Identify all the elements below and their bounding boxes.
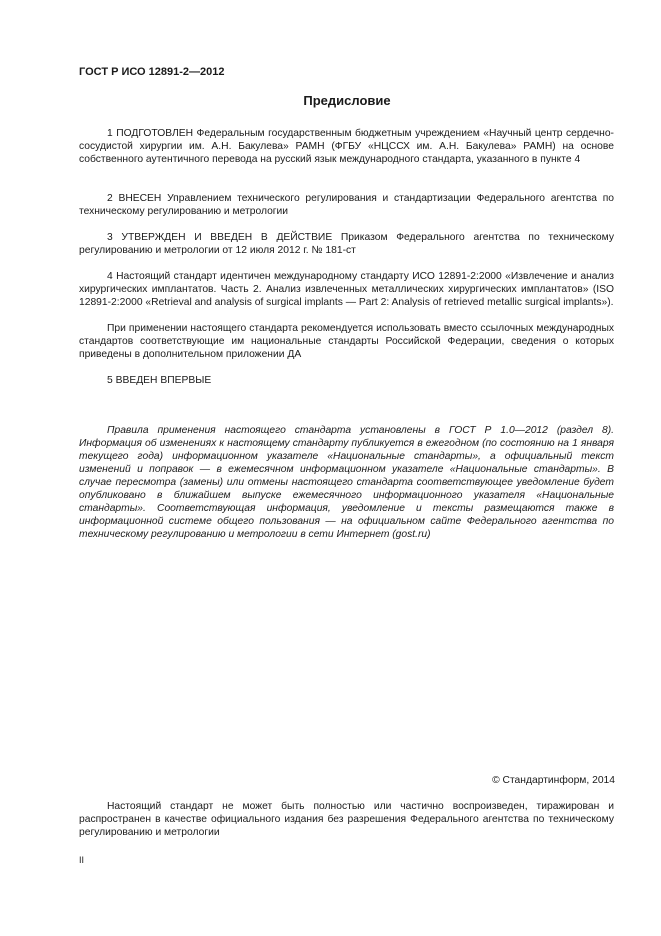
item-3: 3 УТВЕРЖДЕН И ВВЕДЕН В ДЕЙСТВИЕ Приказом Федерального агентства по техническому регулированию и метрологии от 12 июля 2012 г. № 181-ст — [79, 232, 614, 256]
notice-paragraph: Правила применения настоящего стандарта установлены в ГОСТ Р 1.0—2012 (раздел 8). Информация об изменениях к настоящему стандарту публикуется в ежегодном (по состоянию на 1 января текущего года) информационном указателе «Национальные стандарты», а официальный текст изменений и поправок — в ежемесячном информационном указателе «Национальные стандарты». В случае пересмотра (замены) или отмены настоящего стандарта соответствующее уведомление будет опубликовано в ближайшем выпуске ежемесячного информационного указателя «Национальные стандарты». Соответствующая информация, уведомление и тексты размещаются также в информационной системе общего пользования — на официальном сайте Федерального агентства по техническому регулированию и метрологии в сети Интернет (gost.ru) — [79, 425, 614, 540]
item-4-note: При применении настоящего стандарта рекомендуется использовать вместо ссылочных международных стандартов соответствующие им национальные стандарты Российской Федерации, сведения о которых приведены в дополнительном приложении ДА — [79, 323, 614, 360]
page-title: Предисловие — [303, 93, 391, 108]
item-2: 2 ВНЕСЕН Управлением технического регулирования и стандартизации Федерального агентства по техническому регулированию и метрологии — [79, 193, 614, 217]
item-1: 1 ПОДГОТОВЛЕН Федеральным государственным бюджетным учреждением «Научный центр сердечно-сосудистой хирургии им. А.Н. Бакулева» РАМН (ФГБУ «НЦССХ им. А.Н. Бакулева» РАМН) на основе собственного аутентичного перевода на русский язык международного стандарта, указанного в пункте 4 — [79, 128, 614, 165]
item-4: 4 Настоящий стандарт идентичен международному стандарту ИСО 12891-2:2000 «Извлечение и анализ хирургических имплантатов. Часть 2. Анализ извлеченных металлических хирургических имплантатов» (ISO 12891-2:2000 «Retrieval and analysis of surgical implants — Part 2: Analysis of retrieved metallic surgical implants»). — [79, 271, 614, 308]
item-5: 5 ВВЕДЕН ВПЕРВЫЕ — [107, 375, 212, 386]
copyright: © Стандартинформ, 2014 — [492, 775, 615, 786]
document-header: ГОСТ Р ИСО 12891-2—2012 — [79, 66, 225, 78]
page-number: II — [79, 855, 85, 865]
rights-paragraph: Настоящий стандарт не может быть полностью или частично воспроизведен, тиражирован и распространен в качестве официального издания без разрешения Федерального агентства по техническому регулированию и метрологии — [79, 801, 614, 838]
